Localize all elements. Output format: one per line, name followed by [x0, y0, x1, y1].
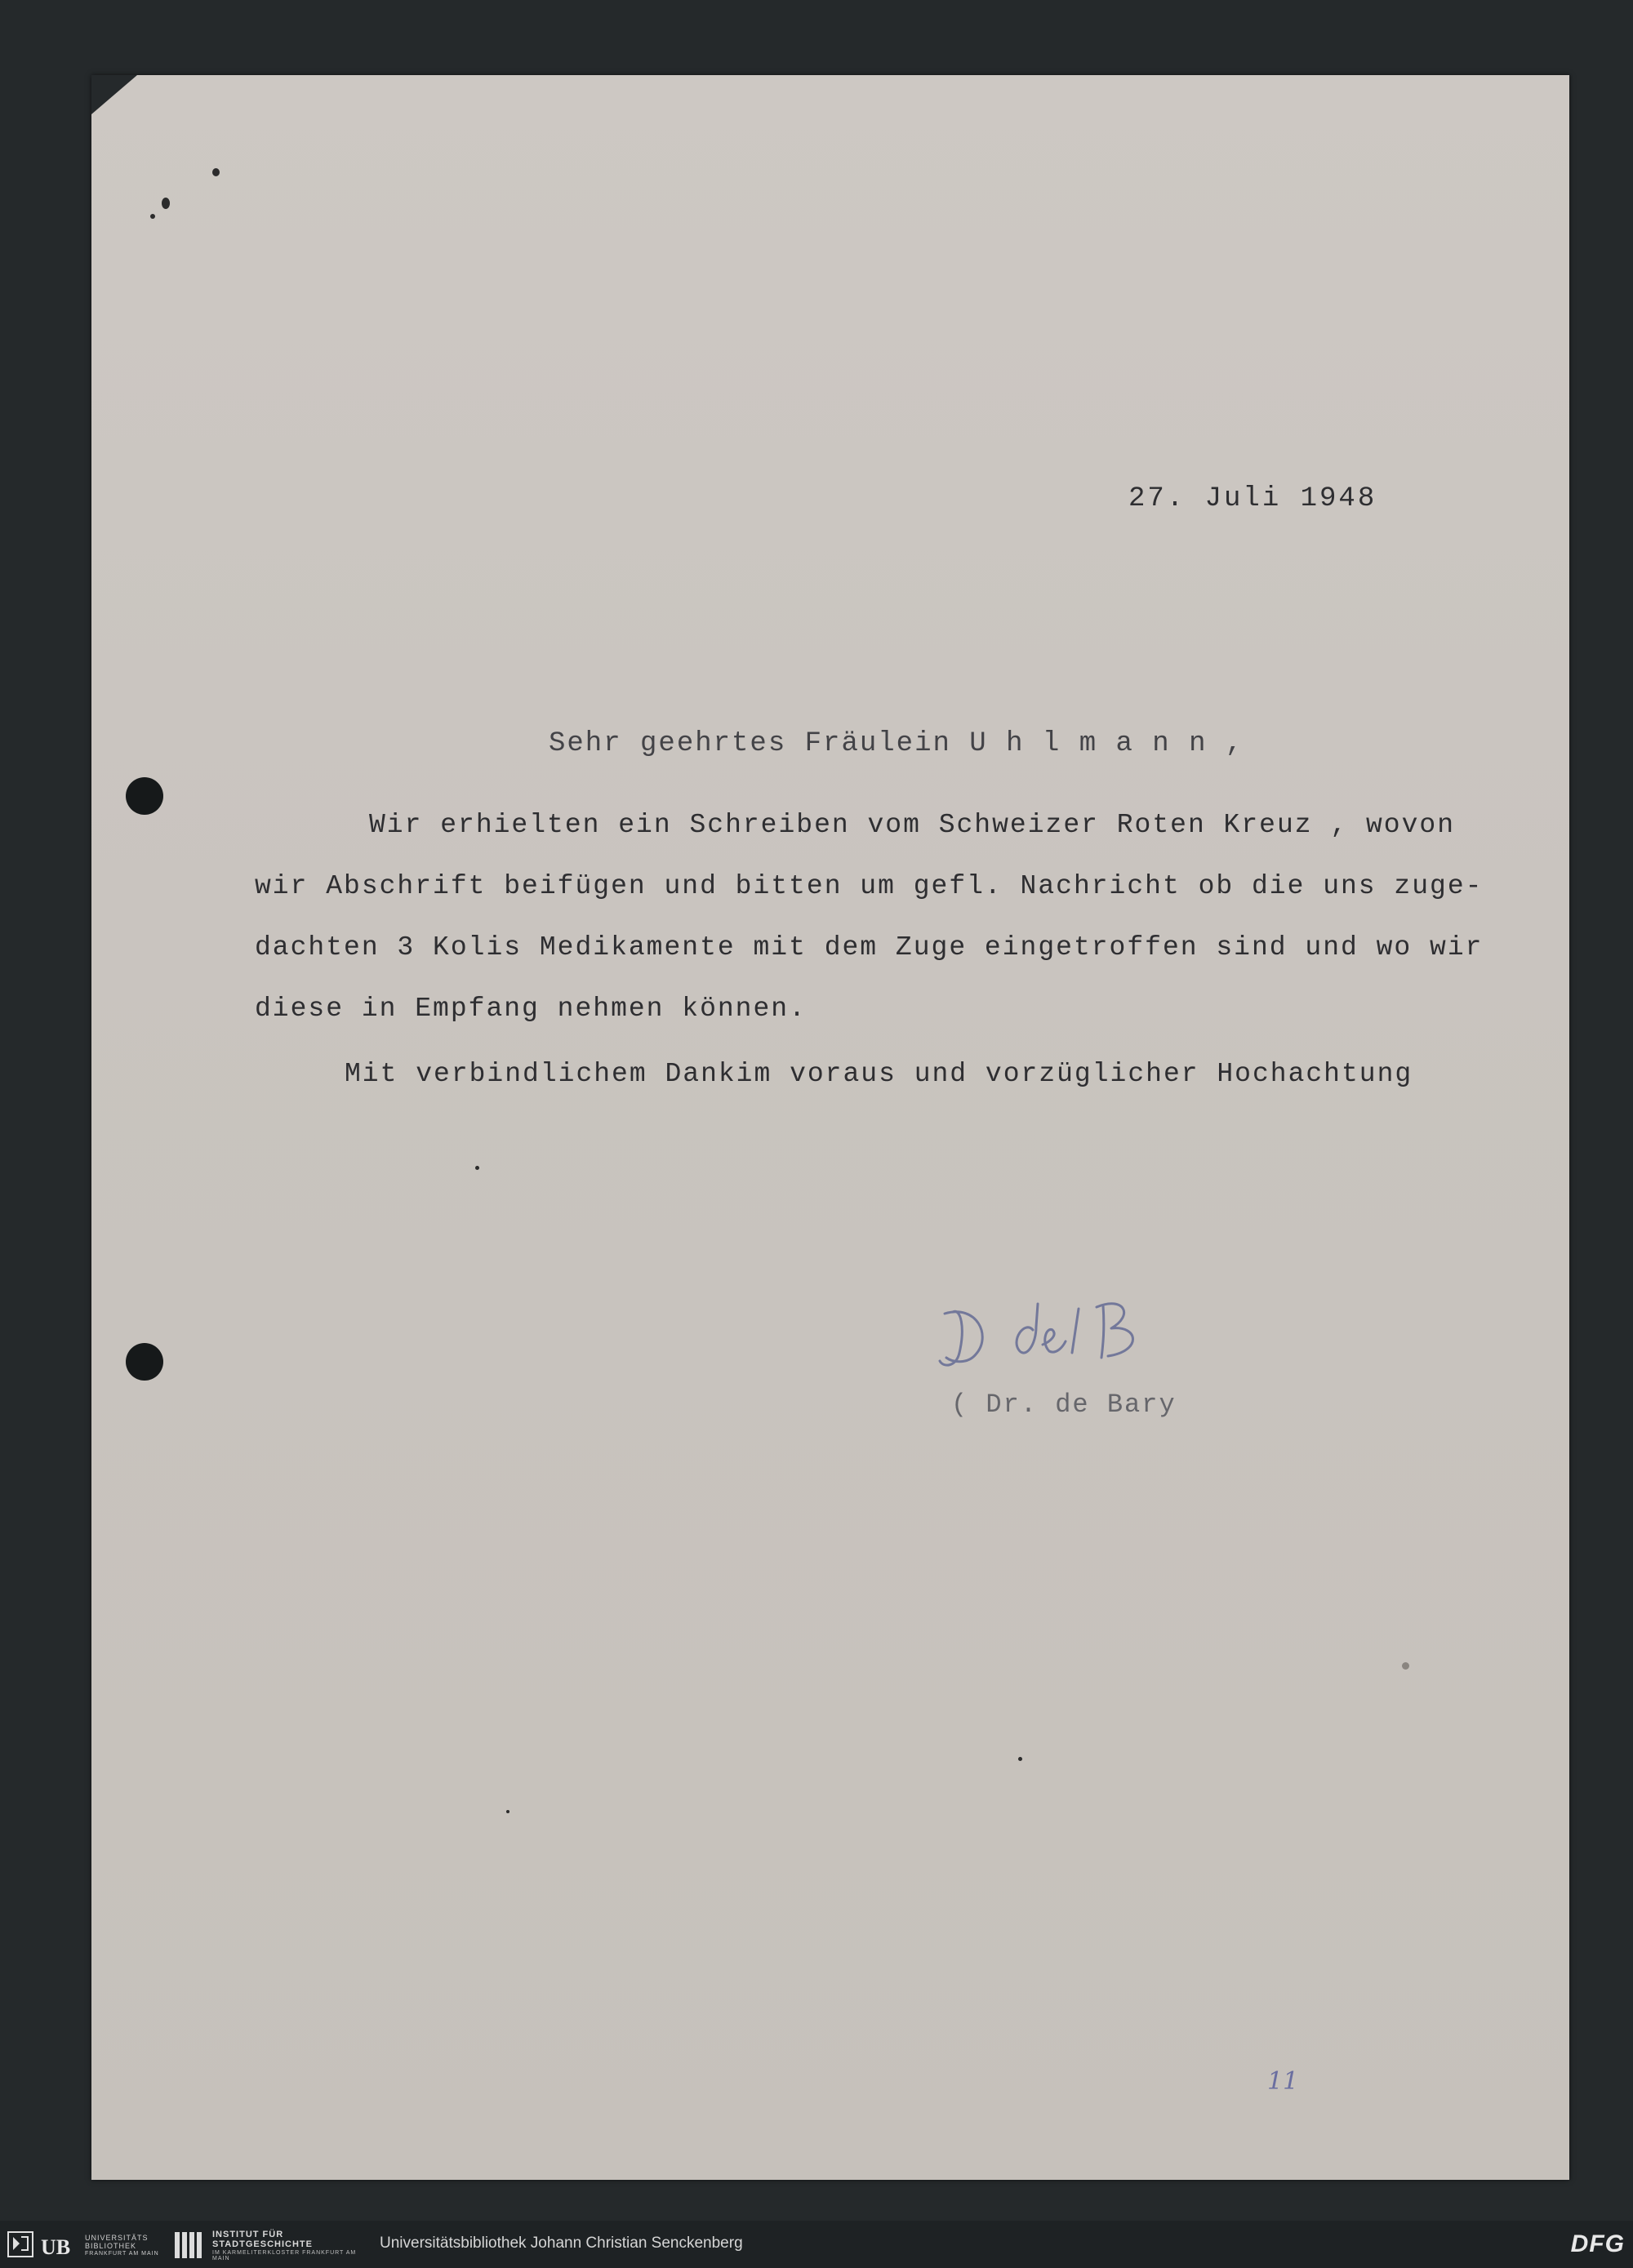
ink-speck	[1018, 1757, 1022, 1761]
ub-logo-text: UB	[41, 2235, 71, 2259]
ink-speck	[212, 168, 220, 176]
punch-hole-bottom	[126, 1343, 163, 1381]
institute-logo-mark-icon	[173, 2229, 206, 2260]
dfg-logo: DFG	[1570, 2230, 1625, 2257]
signature-caption: ( Dr. de Bary	[951, 1390, 1177, 1420]
folio-number: 11	[1267, 2067, 1299, 2096]
ub-logo	[5, 2227, 160, 2261]
ub-logo-mark-icon	[5, 2227, 38, 2260]
footer-credit-link[interactable]: Universitätsbibliothek Johann Christian Senckenberg	[380, 2235, 743, 2252]
sheet-corner-fold	[91, 75, 137, 114]
letter-body-line: dachten 3 Kolis Medikamente mit dem Zuge eingetroffen sind und wo wir	[255, 932, 1484, 963]
letter-date: 27. Juli 1948	[1128, 483, 1377, 514]
ink-speck	[506, 1810, 509, 1813]
institute-logo-line: INSTITUT FÜR	[212, 2230, 284, 2239]
ink-speck	[475, 1166, 479, 1170]
ink-speck	[150, 214, 155, 219]
letter-body-line: diese in Empfang nehmen können.	[255, 994, 807, 1024]
ink-speck	[1402, 1662, 1409, 1670]
ub-logo-subtitle	[85, 2234, 167, 2258]
letter-body-line: wir Abschrift beifügen und bitten um gefl. Nachricht ob die uns zuge-	[255, 871, 1484, 901]
punch-hole-top	[126, 777, 163, 815]
institute-logo-line: STADTGESCHICHTE	[212, 2239, 313, 2249]
letter-salutation: Sehr geehrtes Fräulein U h l m a n n ,	[549, 728, 1244, 759]
letter-body-line: Wir erhielten ein Schreiben vom Schweizer Roten Kreuz , wovon	[369, 810, 1455, 840]
ub-logo-sub-line: UNIVERSITÄTS	[85, 2234, 149, 2242]
footer-bar	[0, 2221, 1633, 2268]
ub-logo-sub-line: FRANKFURT AM MAIN	[85, 2251, 159, 2257]
ink-speck	[162, 198, 170, 209]
institute-logo	[173, 2227, 369, 2261]
institute-logo-line: IM KARMELITERKLOSTER FRANKFURT AM MAIN	[212, 2250, 357, 2261]
ub-logo-sub-line: BIBLIOTHEK	[85, 2242, 137, 2250]
letter-sheet	[91, 75, 1569, 2180]
letter-closing: Mit verbindlichem Dankim voraus und vorzüglicher Hochachtung	[345, 1059, 1413, 1089]
handwritten-signature	[928, 1263, 1222, 1377]
